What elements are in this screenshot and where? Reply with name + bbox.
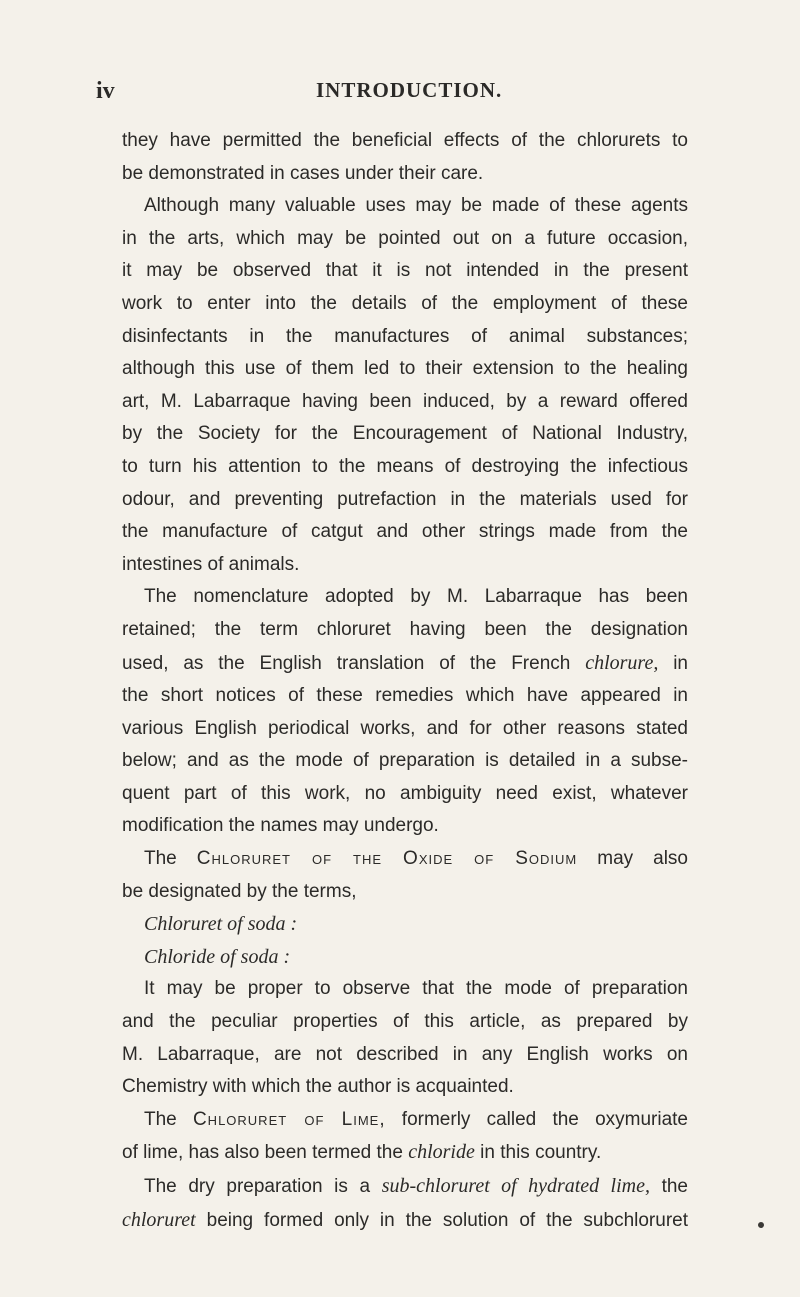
- body-text: [122, 125, 688, 1237]
- text-line: below; and as the mode of preparation is detailed in a subse-: [122, 750, 688, 772]
- paragraph-start: The nomenclature adopted by M. Labarraque has been: [144, 586, 688, 608]
- text-line: quent part of this work, no ambiguity need exist, whatever: [122, 782, 688, 804]
- paragraph-start: [122, 843, 688, 876]
- text-line: Chemistry with which the author is acquainted.: [122, 1076, 514, 1098]
- page-header: [96, 78, 696, 108]
- text-line: intestines of animals.: [122, 553, 300, 575]
- text-line: be designated by the terms,: [122, 880, 357, 902]
- page-speck: [758, 1222, 764, 1228]
- small-caps-term: Chloruret of Lime,: [192, 1108, 386, 1130]
- paragraph-start: Although many valuable uses may be made of these agents: [144, 195, 688, 217]
- italic-term: chloruret: [122, 1208, 196, 1231]
- text-line: retained; the term chloruret having been the designation: [122, 618, 688, 640]
- line-text: The dry preparation is a: [144, 1176, 382, 1197]
- italic-term: chlorure,: [585, 651, 659, 674]
- text-line: they have permitted the beneficial effects of the chlorurets to: [122, 130, 688, 151]
- text-line: by the Society for the Encouragement of National Industry,: [122, 423, 688, 445]
- text-line: M. Labarraque, are not described in any English works on: [122, 1043, 688, 1065]
- italic-term-line: Chloride of soda :: [144, 945, 291, 968]
- text-line: art, M. Labarraque having been induced, by a reward offered: [122, 390, 688, 412]
- text-line: although this use of them led to their extension to the healing: [122, 358, 688, 380]
- small-caps-term: Chloruret of the Oxide of Sodium: [196, 848, 578, 870]
- line-text: of lime, has also been termed the: [122, 1142, 409, 1164]
- line-text: in this country.: [474, 1142, 602, 1164]
- line-text: the: [649, 1176, 688, 1197]
- text-line: [122, 647, 688, 681]
- italic-term: sub-chloruret of hydrated lime,: [381, 1175, 650, 1197]
- text-line: odour, and preventing putrefaction in the materials used for: [122, 488, 688, 510]
- line-text: formerly called the oxymuriate: [385, 1108, 688, 1130]
- text-line: in the arts, which may be pointed out on a future occasion,: [122, 227, 688, 249]
- line-text: used, as the English translation of the French: [122, 652, 586, 674]
- line-text: The: [144, 848, 197, 870]
- text-line: modification the names may undergo.: [122, 815, 439, 837]
- text-line: the short notices of these remedies which have appeared in: [122, 685, 688, 707]
- text-line: and the peculiar properties of this article, as prepared by: [122, 1011, 688, 1033]
- line-text: The: [144, 1108, 193, 1130]
- running-title: INTRODUCTION.: [316, 78, 503, 102]
- text-line: various English periodical works, and for other reasons stated: [122, 717, 688, 739]
- text-line: to turn his attention to the means of destroying the infectious: [122, 455, 688, 477]
- text-line: [122, 1136, 688, 1170]
- line-text: may also: [577, 848, 688, 870]
- paragraph-start: It may be proper to observe that the mode of preparation: [144, 978, 688, 1000]
- page-number: iv: [96, 78, 115, 104]
- paragraph-start: [122, 1170, 688, 1204]
- italic-term: chloride: [408, 1141, 475, 1164]
- line-text: being formed only in the solution of the subchloruret: [195, 1209, 688, 1231]
- text-line: disinfectants in the manufactures of animal substances;: [122, 325, 688, 347]
- text-line: work to enter into the details of the employment of these: [122, 292, 688, 314]
- paragraph-start: [122, 1104, 688, 1137]
- text-line: it may be observed that it is not intended in the present: [122, 260, 688, 282]
- italic-term-line: Chloruret of soda :: [144, 913, 298, 936]
- text-line: the manufacture of catgut and other strings made from the: [122, 521, 688, 543]
- text-line: [122, 1204, 688, 1238]
- line-text: in: [658, 652, 688, 674]
- text-line: be demonstrated in cases under their care.: [122, 162, 484, 184]
